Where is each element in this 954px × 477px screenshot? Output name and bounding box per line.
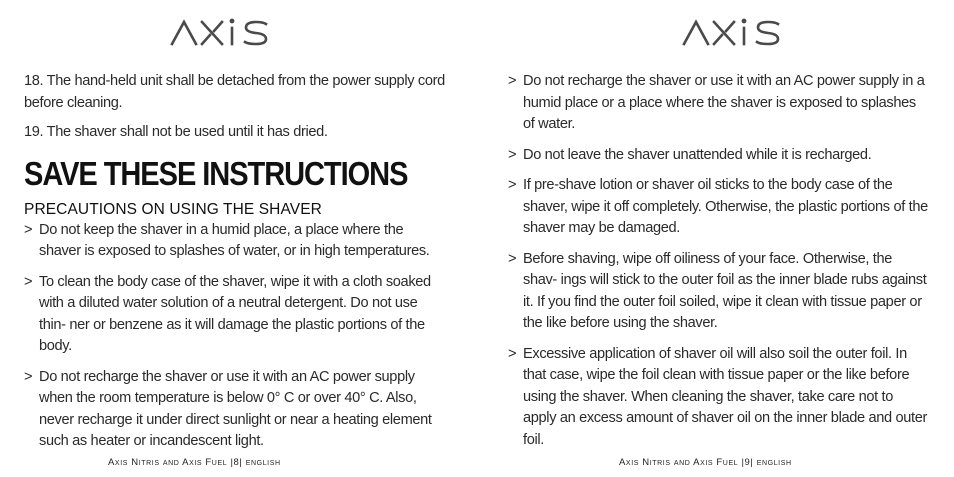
instruction-19: 19. The shaver shall not be used until it has dried.: [24, 124, 328, 140]
bullet-marker: >: [508, 345, 517, 362]
list-item: [508, 175, 928, 240]
list-item: [508, 145, 928, 167]
list-item: [508, 249, 928, 335]
axis-logo: [170, 14, 270, 48]
left-body: [24, 71, 446, 462]
axis-logo: [682, 14, 782, 48]
bullet-marker: >: [508, 177, 517, 193]
axis-logo-icon: [170, 14, 270, 48]
list-item-text: Do not recharge the shaver or use it with an AC power supply in a humid place or a place where the shaver is exposed to splashes of water.: [523, 73, 925, 132]
list-item-text: Do not keep the shaver in a humid place, a place where the shaver is exposed to splashes of water, or in high temperatures.: [39, 221, 430, 259]
list-item: [24, 367, 446, 453]
list-item: [24, 220, 446, 263]
axis-logo-icon: [682, 14, 782, 48]
section-heading: PRECAUTIONS ON USING THE SHAVER: [24, 200, 322, 218]
page-footer: Axis Nitris and Axis Fuel |8| english: [108, 457, 281, 468]
list-item: [24, 272, 446, 358]
right-body: [508, 71, 928, 460]
right-page: [477, 0, 954, 477]
bullet-marker: >: [508, 73, 517, 89]
list-item-text: Before shaving, wipe off oiliness of your face. Otherwise, the shav- ings will stick to the outer foil as the inner blade rubs against it. If you find the outer foil soiled, wipe it clean with tissue paper or the like before using the shaver.: [523, 250, 927, 331]
list-item-text: Excessive application of shaver oil will also soil the outer foil. In that case, wipe the foil clean with tissue paper or the like before using the shaver. When cleaning the shaver, take care not to apply an excess amount of shaver oil on the inner blade and outer foil.: [523, 345, 927, 448]
bullet-marker: >: [24, 368, 33, 385]
bullet-marker: >: [508, 250, 517, 267]
bullet-marker: >: [24, 273, 33, 290]
list-item-text: Do not leave the shaver unattended while it is recharged.: [523, 146, 872, 163]
page-footer: Axis Nitris and Axis Fuel |9| english: [619, 457, 792, 468]
list-item-text: If pre-shave lotion or shaver oil sticks to the body case of the shaver, wipe it off completely. Otherwise, the plastic portions of the shaver may be damaged.: [523, 177, 928, 236]
page-title: SAVE THESE INSTRUCTIONS: [24, 154, 408, 192]
list-item-text: To clean the body case of the shaver, wipe it with a cloth soaked with a diluted water solution of a neutral detergent. Do not use thin- ner or benzene as it will damage the plastic portions of the body.: [39, 273, 431, 354]
bullet-marker: >: [508, 146, 517, 163]
list-item-text: Do not recharge the shaver or use it with an AC power supply when the room temperature is below 0° C or over 40° C. Also, never recharge it under direct sunlight or near a heating element such as heater or incandescent light.: [39, 368, 432, 449]
list-item: [508, 344, 928, 452]
list-item: [508, 71, 928, 136]
bullet-marker: >: [24, 221, 33, 238]
instruction-18: 18. The hand-held unit shall be detached from the power supply cord before cleaning.: [24, 73, 445, 111]
